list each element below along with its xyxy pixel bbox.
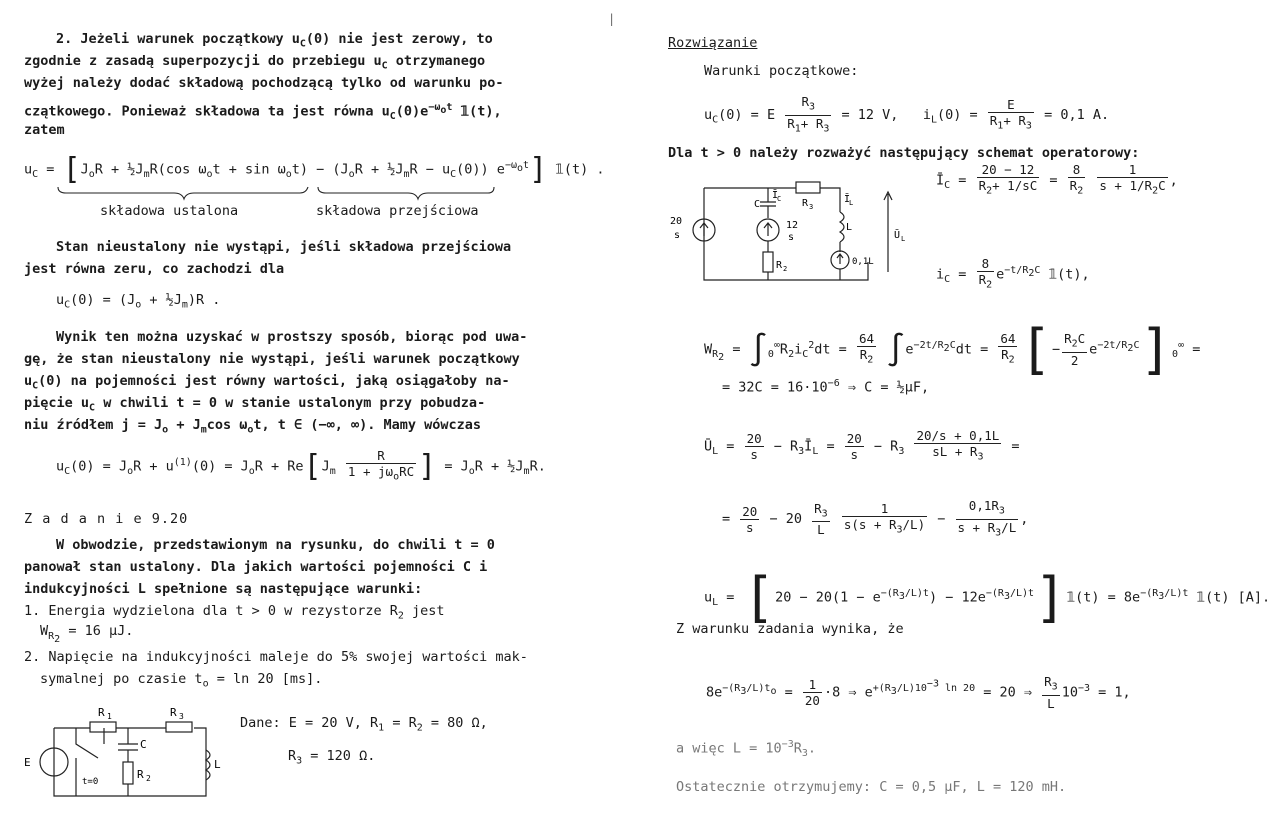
para3-line1: Wynik ten można uzyskać w prostszy sposób, biorąc pod uwa- [56, 329, 528, 345]
label-E: E [24, 756, 31, 769]
para3-line2: gę, że stan nieustalony nie wystąpi, jeśli warunek początkowy [24, 351, 520, 367]
final-result: Ostatecznie otrzymujemy: C = 0,5 μF, L = 120 mH. [676, 779, 1067, 795]
equation-initial-conditions: $u_C(0) = E$ $\frac{R_3}{R_1+ R_3}$ = 12 V, $i_L(0)$ = $\frac{E}{R_1+ R_3}$ = 0,1 A. [704, 94, 1110, 134]
label-IL-op: Ī [844, 194, 851, 205]
label-R2-sub: 2 [146, 774, 151, 783]
task-line5: $W_{R_2} = 16$ μJ. [40, 623, 134, 645]
para2-line1: Stan nieustalony nie wystąpi, jeśli składowa przejściowa [56, 239, 512, 255]
given-line2: $R_3 = 120$ Ω. [288, 748, 376, 767]
equation-energy-WR2: $W_{R_2} = \int_0^\infty R_2i_C^2dt$ = $\frac{64}{R_2}$ $\int e^{-2t/R_2C}dt$ = $\frac{64}{R_2}$ [− $\frac{R_2C}{2}$ $e^{-2t/R_2C}]_0^\infty$ = [704, 318, 1201, 381]
task-line7: symalnej po czasie $t_o = \ln 20$ [ms]. [40, 671, 323, 690]
equation-energy-result: = $32C = 16\cdot 10^{-6}$ ⇒ C = ½μF, [722, 378, 930, 396]
equation-UL-operator: $Ū_L$ = $\frac{20}{s}$ − $R_3Ī_L$ = $\frac{20}{s}$ − $R_3$ $\frac{20/s + 0,1L}{sL + R_3}$ = [704, 428, 1020, 463]
label-UL-op-sub: L [901, 235, 906, 243]
label-R1-sub: 1 [107, 712, 112, 721]
label-source-20s: 20 [670, 216, 683, 227]
label-R2: R [137, 768, 144, 781]
given-line1: Dane: E = 20 V, $R_1 = R_2 = 80$ Ω, [240, 715, 488, 734]
equation-Ic-operator: $Ī_C$ = $\frac{20 - 12}{R_2+ 1/sC}$ = $\frac{8}{R_2}$ $\frac{1}{s + 1/R_2C}$ , [936, 162, 1178, 197]
label-R3: R [170, 706, 177, 719]
equation-ic-time: $i_C$ = $\frac{8}{R_2}$ $e^{-t/R_2C}$ 𝟙(t), [936, 256, 1090, 291]
page-marker: | [608, 12, 616, 26]
para1-line4: czątkowego. Ponieważ składowa ta jest równa $u_C(0)e^{-\omega_ot}$ 𝟙(t), [24, 102, 502, 123]
equation-condition: $8e^{-(R_3/L)t_o}$ = $\frac{1}{20}$ ·8 ⇒ $e^{+(R_3/L)10^{-3} ln 20} = 20$ ⇒ $\frac{R_3}{L}$ $10^{-3} = 1$, [706, 674, 1131, 711]
solution-heading: Rozwiązanie [668, 35, 758, 51]
label-steady-component: składowa ustalona [100, 203, 239, 219]
label-R3-op: R [802, 198, 809, 209]
label-R2-op-sub: 2 [783, 265, 788, 273]
label-switch-t0: t=0 [82, 777, 99, 787]
task-line1: W obwodzie, przedstawionym na rysunku, do chwili t = 0 [56, 537, 495, 553]
label-01L: 0,1L [852, 257, 874, 267]
task-line6: 2. Napięcie na indukcyjności maleje do 5% swojej wartości mak- [24, 649, 528, 665]
underbrace-pair [56, 185, 496, 201]
task-line2: panował stan ustalony. Dla jakich wartości pojemności C i [24, 559, 488, 575]
label-source-s: s [674, 230, 681, 241]
initial-conditions-label: Warunki początkowe: [704, 63, 859, 79]
result-L-relation: a więc $L = 10^{-3}R_3$. [676, 739, 817, 760]
para3-line4: pięcie $u_C$ w chwili t = 0 w stanie ustalonym przy pobudza- [24, 395, 486, 414]
label-source-12s: 12 [786, 220, 799, 231]
operator-schema-intro: Dla t > 0 należy rozważyć następujący schemat operatorowy: [668, 145, 1140, 161]
para2-line2: jest równa zeru, co zachodzi dla [24, 261, 285, 277]
condition-intro: Z warunku zadania wynika, że [676, 621, 904, 637]
task-line4: 1. Energia wydzielona dla t > 0 w rezystorze $R_2$ jest [24, 603, 445, 622]
task-circuit-diagram [20, 700, 220, 805]
label-L-op: L [846, 222, 853, 233]
label-C-op: C [754, 199, 761, 210]
label-transient-component: składowa przejściowa [316, 203, 479, 219]
label-R3-op-sub: 3 [809, 203, 814, 211]
para3-line3: $u_C(0)$ na pojemności jest równy wartości, jaką osiągałoby na- [24, 373, 510, 392]
task-title: Z a d a n i e 9.20 [24, 511, 189, 527]
operator-circuit-diagram [668, 172, 918, 287]
label-UL-op: Ū [894, 230, 901, 241]
equation-uL-time: $u_L = [20 - 20(1 - e^{-(R_3/L)t})$ − $12e^{-(R_3/L)t}]𝟙(t) = 8e^{-(R_3/L)t}$ 𝟙(t) [A]. [704, 566, 1270, 629]
label-R2-op: R [776, 260, 783, 271]
para3-line5: niu źródłem $j = J_o + J_m\cos$ $\omega_ot$, t ∈ (−∞, ∞). Mamy wówczas [24, 417, 481, 436]
equation-uc0-alt: $u_C(0) = J_oR + u^{(1)}(0) = J_oR + Re[J_m$ $\frac{R}{1 + j\omega_oRC}$ ] = $J_oR$ + $\frac{1}{2}J_mR$. [56, 448, 546, 484]
label-R1: R [98, 706, 105, 719]
label-L: L [214, 758, 221, 771]
label-R3-sub: 3 [179, 712, 184, 721]
label-IL-op-sub: L [849, 199, 854, 207]
equation-uc0: $u_C(0) = (J_o$ + $\frac{1}{2}J_m)R$ . [56, 292, 221, 311]
label-C: C [140, 738, 147, 751]
equation-UL-expanded: = $\frac{20}{s}$ − 20 $\frac{R_3}{L}$ $\frac{1}{s(s + R_3/L)}$ − $\frac{0,1R_3}{s + R_3/L}$ , [722, 498, 1029, 538]
equation-uc-full: $u_C = [J_oR$ + $\frac{1}{2}J_mR(\cos$ $\omega_ot + \sin \omega_ot) - (J_oR$ + $\frac{1}{2}J_mR - u_C(0)$) $e^{-\omega_ot}$] 𝟙(t) . [24, 152, 605, 187]
label-Ic-op-sub: C [777, 195, 782, 203]
task-line3: indukcyjności L spełnione są następujące warunki: [24, 581, 423, 597]
para1-line1: 2. Jeżeli warunek początkowy $u_C(0)$ nie jest zerowy, to [56, 31, 493, 50]
label-source-12s-den: s [788, 232, 795, 243]
para1-line2: zgodnie z zasadą superpozycji do przebiegu $u_C$ otrzymanego [24, 53, 486, 72]
para1-line3: wyżej należy dodać składową pochodzącą tylko od warunku po- [24, 75, 504, 91]
label-Ic-op: Ī [772, 190, 779, 201]
para1-line5: zatem [24, 122, 65, 138]
